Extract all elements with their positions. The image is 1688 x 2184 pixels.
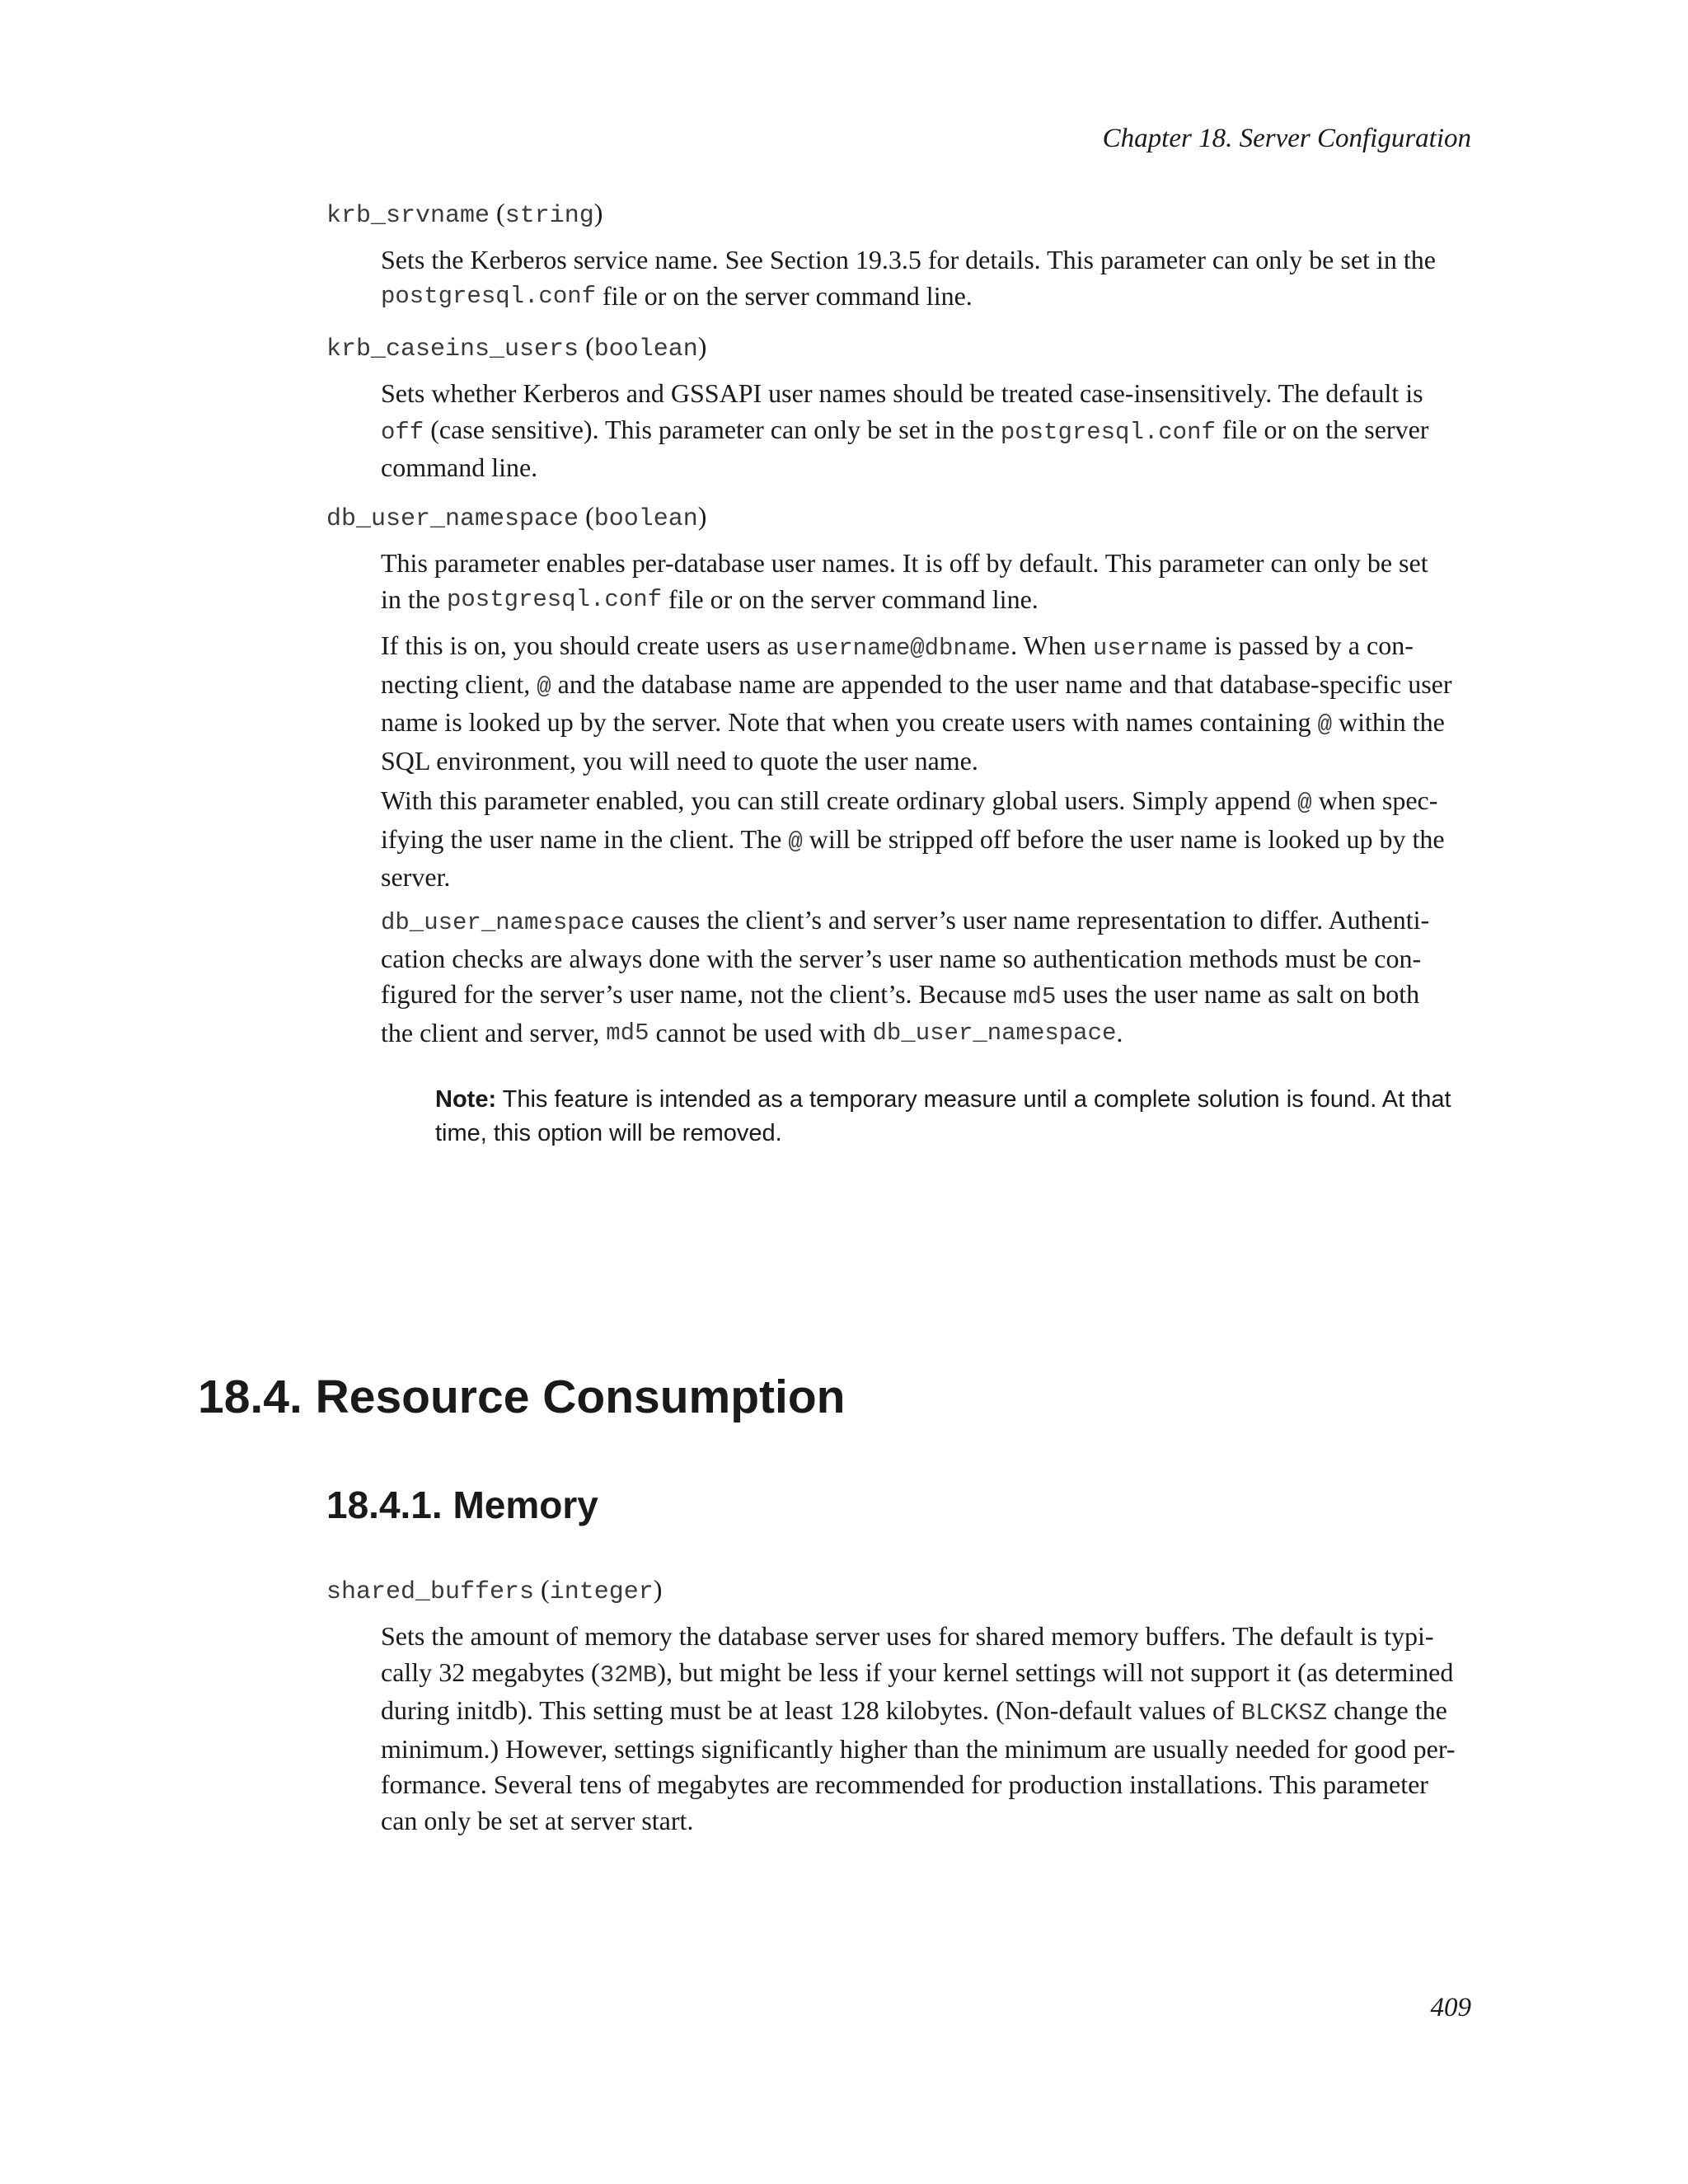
text-line: cation checks are always done with the server’s user name so authentication methods must be con-	[381, 943, 1422, 973]
text-line: minimum.) However, settings significantly higher than the minimum are usually needed for good per-	[381, 1733, 1456, 1764]
text-fragment: file or on the server command line.	[596, 280, 973, 311]
running-header: Chapter 18. Server Configuration	[1102, 124, 1471, 153]
parameter-term: krb_caseins_users (boolean)	[326, 331, 707, 363]
text-fragment: and the database name are appended to the user name and that database-specific user	[551, 668, 1452, 699]
code-literal: postgresql.conf	[446, 585, 663, 613]
note-label: Note:	[435, 1086, 497, 1113]
text-fragment: causes the client’s and server’s user name representation to differ. Authenti-	[624, 905, 1430, 935]
text-line: Sets the Kerberos service name. See Section 19.3.5 for details. This parameter can only be set in the	[381, 245, 1436, 274]
text-fragment: in the	[381, 583, 447, 614]
code-literal: postgresql.conf	[1000, 418, 1216, 446]
code-literal: db_user_namespace	[872, 1019, 1117, 1047]
parameter-term: krb_srvname (string)	[326, 198, 603, 230]
text-line: can only be set at server start.	[381, 1805, 694, 1835]
parameter-name: db_user_namespace	[326, 505, 579, 533]
code-literal: off	[381, 418, 424, 446]
parameter-type: string	[504, 202, 594, 230]
parameter-term: shared_buffers (integer)	[326, 1574, 663, 1606]
text-fragment: If this is on, you should create users as	[381, 630, 796, 660]
text-fragment: the client and server,	[381, 1017, 607, 1047]
section-heading: 18.4. Resource Consumption	[198, 1371, 846, 1423]
text-fragment: With this parameter enabled, you can still create ordinary global users. Simply append	[381, 785, 1298, 815]
parameter-name: shared_buffers	[326, 1578, 535, 1606]
code-literal: postgresql.conf	[381, 282, 597, 310]
code-literal: db_user_namespace	[381, 909, 625, 936]
code-literal: @	[1317, 711, 1332, 738]
parameter-description	[381, 902, 1471, 1051]
text-fragment: figured for the server’s user name, not the client’s. Because	[381, 979, 1014, 1009]
text-fragment: uses the user name as salt on both	[1056, 979, 1420, 1009]
parameter-description	[381, 242, 1471, 314]
code-literal: md5	[606, 1019, 649, 1047]
text-fragment: name is looked up by the server. Note that when you create users with names containing	[381, 707, 1318, 737]
text-fragment: change the	[1327, 1695, 1447, 1725]
parameter-description	[381, 628, 1471, 779]
parameter-description	[381, 546, 1471, 617]
parameter-type: boolean	[593, 335, 698, 363]
text-line: formance. Several tens of megabytes are recommended for production installations. This parameter	[381, 1769, 1428, 1799]
code-literal: @	[1297, 790, 1312, 817]
code-literal: username	[1092, 635, 1208, 662]
page-number: 409	[1430, 1993, 1471, 2022]
text-fragment: (case sensitive). This parameter can only be set in the	[424, 414, 1001, 444]
text-line: SQL environment, you will need to quote the user name.	[381, 745, 978, 776]
parameter-description	[381, 376, 1471, 486]
code-literal: md5	[1013, 983, 1057, 1010]
code-literal: username@dbname	[795, 635, 1011, 662]
parameter-type: integer	[549, 1578, 654, 1606]
text-fragment: within the	[1331, 707, 1445, 737]
code-literal: 32MB	[599, 1661, 658, 1689]
parameter-type: boolean	[593, 505, 698, 533]
subsection-heading: 18.4.1. Memory	[326, 1483, 598, 1526]
text-fragment: is passed by a con-	[1207, 630, 1414, 660]
code-literal: BLCKSZ	[1240, 1699, 1328, 1727]
parameter-description	[381, 1619, 1471, 1839]
parameter-description	[381, 783, 1471, 896]
text-fragment: . When	[1010, 630, 1093, 660]
text-line: Sets the amount of memory the database server uses for shared memory buffers. The default is typi-	[381, 1621, 1434, 1651]
text-line: Sets whether Kerberos and GSSAPI user names should be treated case-insensitively. The default is	[381, 378, 1423, 408]
text-fragment: ), but might be less if your kernel settings will not support it (as determined	[657, 1657, 1454, 1687]
text-fragment: cally 32 megabytes (	[381, 1657, 600, 1687]
text-fragment: file or on the server	[1215, 414, 1429, 444]
text-fragment: This feature is intended as a temporary measure until a complete solution is found. At that	[496, 1086, 1451, 1113]
text-fragment: during initdb). This setting must be at least 128 kilobytes. (Non-default values of	[381, 1695, 1241, 1725]
text-fragment: when spec-	[1311, 785, 1438, 815]
code-literal: @	[537, 673, 551, 701]
text-line: This parameter enables per-database user names. It is off by default. This parameter can only be set	[381, 548, 1428, 578]
parameter-name: krb_srvname	[326, 202, 490, 230]
parameter-term: db_user_namespace (boolean)	[326, 501, 707, 533]
text-line: server.	[381, 862, 451, 892]
text-fragment: file or on the server command line.	[662, 583, 1039, 614]
code-literal: @	[788, 827, 803, 855]
note-box	[435, 1083, 1471, 1151]
text-line: command line.	[381, 452, 538, 482]
text-fragment: necting client,	[381, 668, 537, 699]
text-line: time, this option will be removed.	[435, 1120, 782, 1146]
parameter-name: krb_caseins_users	[326, 335, 579, 363]
text-fragment: .	[1116, 1017, 1123, 1047]
text-fragment: ifying the user name in the client. The	[381, 823, 789, 854]
text-fragment: cannot be used with	[649, 1017, 873, 1047]
text-fragment: will be stripped off before the user name is looked up by the	[802, 823, 1445, 854]
